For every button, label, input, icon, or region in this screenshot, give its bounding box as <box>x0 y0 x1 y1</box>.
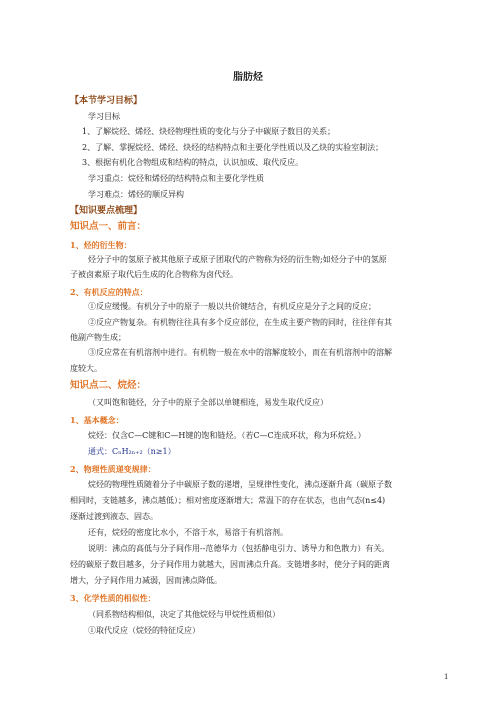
knowledge-point-1-heading: 知识点一、前言： <box>70 221 147 232</box>
paragraph-line: 相同时，支链越多，沸点越低）；相对密度逐渐增大；常温下的存在状态，也由气态(n≤4) <box>70 496 386 505</box>
goal-item: 1、了解烷烃、烯烃、炔烃物理性质的变化与分子中碳原子数目的关系； <box>82 127 336 136</box>
goal-item: 3、根据有机化合物组成和结构的特点，认识加成、取代反应。 <box>82 158 304 167</box>
paragraph-line: 烷烃的物理性质随着分子中碳原子数的递增，呈规律性变化，沸点逐渐升高（碳原子数 <box>88 480 392 489</box>
section-points-header: 【知识要点梳理】 <box>70 206 143 216</box>
list-item: ③反应常在有机溶剂中进行。有机物一般在水中的溶解度较小，而在有机溶剂中的溶解 <box>88 348 392 357</box>
page-number: 1 <box>444 673 449 681</box>
subheading-physical-properties: 2、物理性质递变规律： <box>70 464 156 474</box>
list-item: ②反应产物复杂。有机物往往具有多个反应部位，在生成主要产物的同时，往往伴有其 <box>88 318 392 327</box>
section-goals-header: 【本节学习目标】 <box>70 96 143 106</box>
goal-item: 2、了解、掌握烷烃、烯烃、炔烃的结构特点和主要化学性质以及乙炔的实验室制法； <box>82 143 384 152</box>
list-item: ①取代反应（烷烃的特征反应） <box>88 626 200 635</box>
list-item: 度较大。 <box>70 364 102 373</box>
paragraph-line: 增大，分子间作用力减弱，因而沸点降低。 <box>70 576 222 585</box>
page-title: 脂肪烃 <box>233 72 263 83</box>
goals-subtitle: 学习目标 <box>88 112 120 121</box>
subheading-basic-concept: 1、基本概念： <box>70 415 124 425</box>
difficulty: 学习难点：烯烃的顺反异构 <box>88 190 184 199</box>
paragraph-line: 烃分子中的氢原子被其他原子或原子团取代的产物称为烃的衍生物;如烃分子中的氢原 <box>88 255 387 264</box>
subheading-derivatives: 1、烃的衍生物： <box>70 240 132 250</box>
subheading-chemical-properties: 3、化学性质的相似性： <box>70 593 156 603</box>
knowledge-point-2-heading: 知识点二、烷烃： <box>70 380 147 391</box>
paragraph-line: 烷烃：仅含C—C键和C—H键的饱和链烃。（若C—C连成环状，称为环烷烃。） <box>88 431 366 440</box>
general-formula: 通式：CₙH₂ₙ₊₂（n≥1） <box>88 447 176 456</box>
list-item: 他副产物生成； <box>70 333 126 342</box>
alkane-note: （又叫饱和链烃，分子中的原子全部以单键相连，易发生取代反应） <box>88 398 328 407</box>
list-item: ①反应缓慢。有机分子中的原子一般以共价键结合，有机反应是分子之间的反应； <box>88 302 376 311</box>
subheading-reaction-features: 2、有机反应的特点： <box>70 287 148 297</box>
paragraph-line: 子被卤素原子取代后生成的化合物称为卤代烃。 <box>70 270 238 279</box>
paragraph-line: 烃的碳原子数目越多，分子间作用力就越大，因而沸点升高。支链增多时，使分子间的距离 <box>70 560 390 569</box>
paragraph-line: 还有，烷烃的密度比水小，不溶于水，易溶于有机溶剂。 <box>88 528 288 537</box>
key-point: 学习重点：烷烃和烯烃的结构特点和主要化学性质 <box>88 174 264 183</box>
paragraph-line: 逐渐过渡到液态、固态。 <box>70 512 158 521</box>
paragraph-line: 说明：沸点的高低与分子间作用--范德华力（包括静电引力、诱导力和色散力）有关。 <box>88 544 390 553</box>
paragraph-line: （同系物结构相似，决定了其他烷烃与甲烷性质相似） <box>88 610 280 619</box>
